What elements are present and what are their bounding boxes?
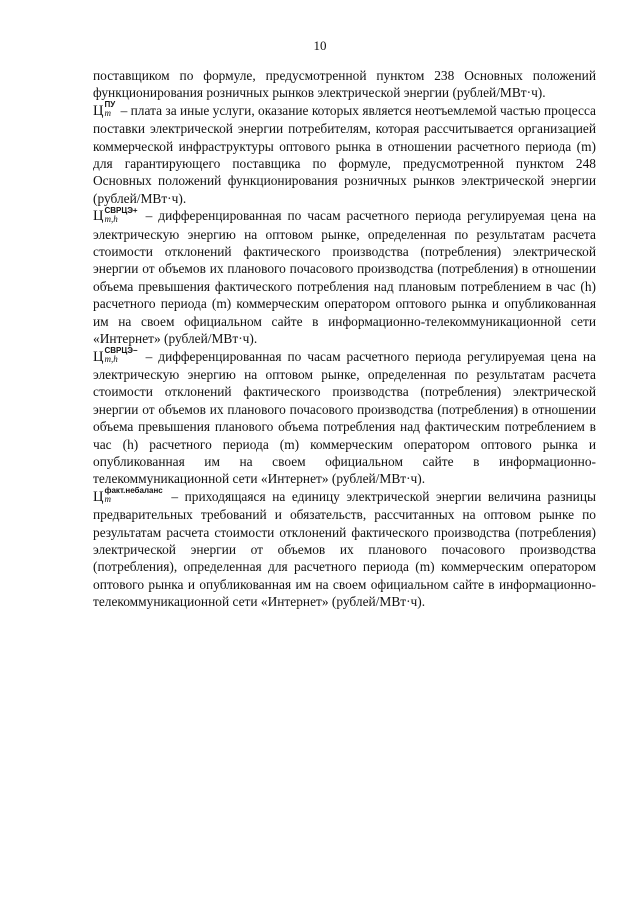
term-indices xyxy=(104,101,115,117)
definition-text: – дифференцированная по часам расчетного периода регулируемая цена на электрическую энергию на оптовом рынке, определенная по результатам расчета стоимости отклонений фактического производства (потребления) электрической энергии от объемов их планового почасового производства (потребления) в отношении объема превышения фактического потребления над плановым потреблением в час (h) расчетного периода (m) коммерческим оператором оптового рынка и опубликованная им на своем официальном сайте в информационно-телекоммуникационной сети «Интернет» (рублей/МВт·ч). xyxy=(93,208,596,347)
definition-svrtse-plus xyxy=(93,207,596,347)
definition-text: – плата за иные услуги, оказание которых является неотъемлемой частью процесса поставки электрической энергии потребителям, которая рассчитывается организацией коммерческой инфраструктуры оптового рынка в отношении расчетного периода (m) для гарантирующего поставщика по формуле, предусмотренной пунктом 248 Основных положений функционирования розничных рынков электрической энергии (рублей/МВт·ч). xyxy=(93,102,596,206)
definition-fakt-nebalans xyxy=(93,488,596,611)
term-symbol: Ц xyxy=(93,488,104,505)
formula-term xyxy=(93,205,140,225)
definition-svrtse-minus xyxy=(93,348,596,488)
paragraph-continuation xyxy=(93,67,596,102)
term-superscript: ПУ xyxy=(104,100,116,110)
term-symbol: Ц xyxy=(93,102,104,119)
paragraph-text: поставщиком по формуле, предусмотренной пунктом 238 Основных положений функционирования розничных рынков электрической энергии (рублей/МВт·ч). xyxy=(93,68,596,101)
definition-text: – приходящаяся на единицу электрической энергии величина разницы предварительных требований и обязательств, рассчитанных на оптовом рынке по результатам расчета стоимости отклонений фактического производства (потребления) электрической энергии от объемов их планового почасового производства (потребления), определенная для расчетного периода (m) коммерческим оператором оптового рынка и опубликованная им на своем официальном сайте в информационно-телекоммуникационной сети «Интернет» (рублей/МВт·ч). xyxy=(93,488,596,610)
term-subscript: m xyxy=(104,108,111,119)
term-indices xyxy=(104,487,162,503)
page-number: 10 xyxy=(313,38,327,53)
term-indices xyxy=(104,347,137,363)
term-superscript: факт.небаланс xyxy=(104,486,163,496)
term-symbol: Ц xyxy=(93,208,104,225)
term-superscript: СВРЦЭ+ xyxy=(104,205,138,215)
formula-term xyxy=(93,486,165,506)
term-subscript: m,h xyxy=(104,354,118,365)
definition-tspu xyxy=(93,102,596,207)
formula-term xyxy=(93,100,117,120)
term-superscript: СВРЦЭ− xyxy=(104,346,138,356)
term-subscript: m,h xyxy=(104,213,118,224)
body-text xyxy=(93,67,596,611)
term-subscript: m xyxy=(104,494,111,505)
term-symbol: Ц xyxy=(93,348,104,365)
definition-text: – дифференцированная по часам расчетного периода регулируемая цена на электрическую энергию на оптовом рынке, определенная по результатам расчета стоимости отклонений фактического производства (потребления) электрической энергии от объемов их планового почасового производства (потребления) в отношении объема превышения планового объема потребления над фактическим потреблением в час (h) расчетного периода (m) коммерческим оператором оптового рынка и опубликованная им на своем официальном сайте в информационно-телекоммуникационной сети «Интернет» (рублей/МВт·ч). xyxy=(93,348,596,487)
term-indices xyxy=(104,207,137,223)
formula-term xyxy=(93,346,140,366)
